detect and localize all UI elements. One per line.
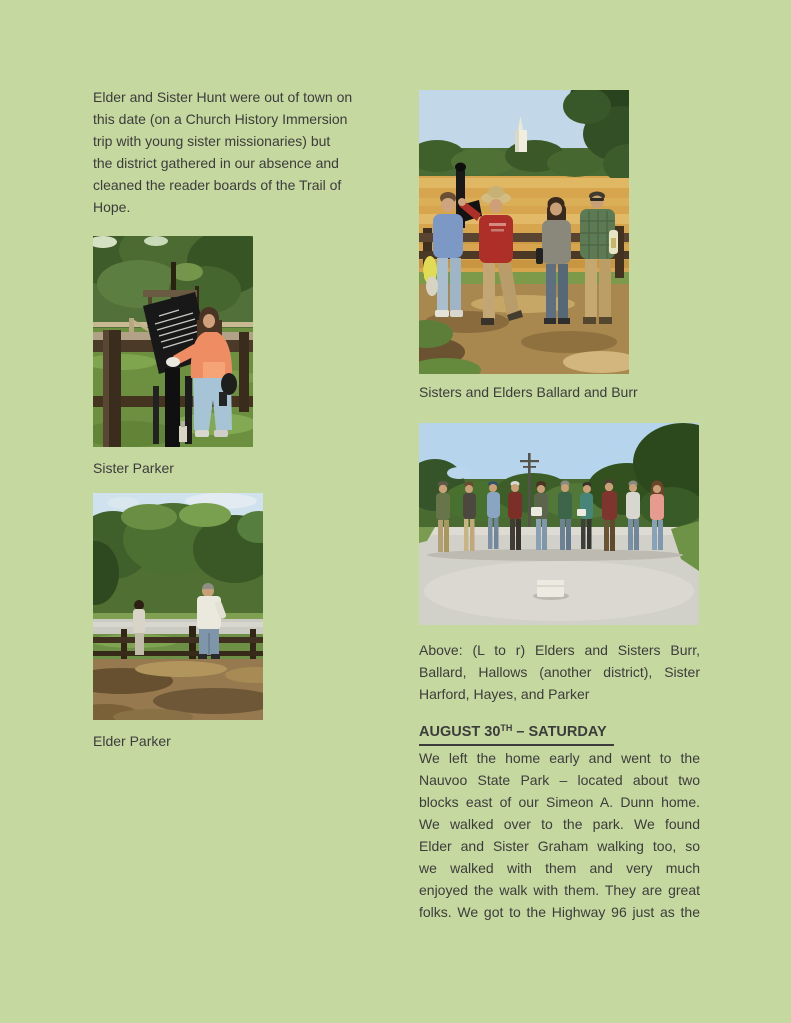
caption-elder-parker: Elder Parker — [93, 733, 171, 749]
text-line: this date (on a Church History Immersion — [93, 111, 348, 127]
text-line: Nauvoo State Park – located about two — [419, 772, 700, 788]
text-line: We walked over to the park. We found — [419, 816, 700, 832]
caption-ballard-burr: Sisters and Elders Ballard and Burr — [419, 384, 638, 400]
text-line: We left the home early and went to the — [419, 750, 700, 766]
white-box — [533, 580, 569, 600]
photo-district-group — [419, 423, 699, 625]
photo-elder-parker — [93, 493, 263, 720]
heading-day: – SATURDAY — [512, 724, 607, 740]
intro-paragraph — [93, 86, 378, 218]
text-line: Above: (L to r) Elders and Sisters Burr, — [419, 642, 700, 658]
text-line: the district gathered in our absence and — [93, 155, 339, 171]
text-line: cleaned the reader boards of the Trail of — [93, 177, 342, 193]
photo-sister-parker — [93, 236, 253, 447]
text-line: we walked with them and very much — [419, 860, 700, 876]
text-line: Elder and Sister Graham walking too, so — [419, 838, 700, 854]
district-group-photo-graphic — [419, 423, 699, 625]
photo-ballard-burr — [419, 90, 629, 374]
text-line: Ballard, Hallows (another district), Sister — [419, 664, 700, 680]
caption-district-group-last-line: Harford, Hayes, and Parker — [419, 686, 590, 702]
elder-parker-photo-graphic — [93, 493, 263, 720]
body-paragraph — [419, 747, 700, 923]
text-line: trip with young sister missionaries) but — [93, 133, 331, 149]
heading-ordinal: TH — [500, 723, 513, 733]
mulch-foreground — [93, 659, 263, 720]
text-line: blocks east of our Simeon A. Dunn home. — [419, 794, 700, 810]
trees — [93, 503, 263, 615]
text-line: folks. We got to the Highway 96 just as the — [419, 904, 700, 920]
heading-date: AUGUST 30 — [419, 724, 501, 740]
caption-sister-parker: Sister Parker — [93, 460, 174, 476]
text-line: enjoyed the walk with them. They are great — [419, 882, 700, 898]
text-line: Elder and Sister Hunt were out of town on — [93, 89, 353, 105]
heading-august-30-saturday — [419, 717, 614, 746]
caption-district-group-justified — [419, 639, 700, 683]
sister-parker-photo-graphic — [93, 236, 253, 447]
road — [93, 613, 263, 634]
caption-district-group — [419, 639, 700, 705]
text-line: Hope. — [93, 199, 131, 215]
ballard-burr-photo-graphic — [419, 90, 629, 374]
heading-underlined-text — [419, 717, 614, 746]
